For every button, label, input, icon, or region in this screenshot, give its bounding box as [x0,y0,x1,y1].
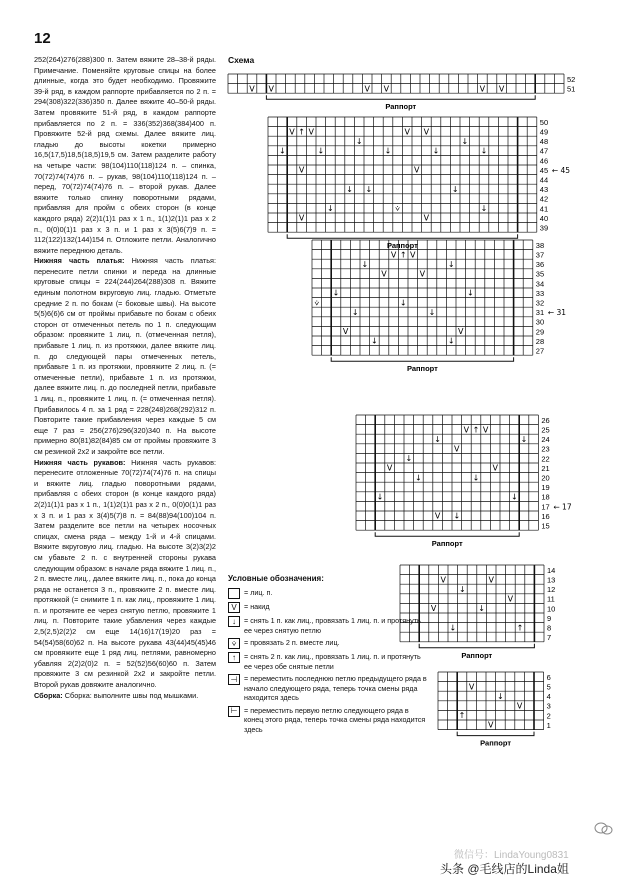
stitch-symbol: ⩒ [314,298,320,308]
row-change-marker: ← 17 [553,502,572,512]
stitch-symbol: ↓ [449,623,457,633]
row-change-marker: ← 45 [551,165,571,175]
legend-symbol-icon: ⩒ [228,638,240,649]
row-number: 17 [541,502,550,512]
row-number: 10 [547,604,556,614]
stitch-symbol: V [492,463,498,473]
row-change-marker: ← 31 [547,308,567,318]
stitch-symbol: V [463,425,470,435]
chart-grid [356,415,578,552]
stitch-symbol: V [423,127,430,137]
row-number: 28 [535,336,545,346]
legend-symbol-icon: ⊢ [228,706,240,717]
stitch-symbol: V [298,165,305,175]
row-number: 36 [535,260,545,270]
stitch-symbol: ↓ [478,604,485,614]
rapport-label: Раппорт [406,364,438,374]
stitch-symbol: V [410,250,416,260]
rapport-bracket [266,95,535,99]
row-number: 21 [541,463,550,473]
row-number: 38 [535,240,545,250]
stitch-symbol: V [434,511,441,521]
stitch-symbol: ↓ [467,288,474,298]
heading-sleeves: Нижняя часть рукавов: [34,457,126,467]
row-number: 30 [535,317,545,327]
rapport-bracket [419,644,534,648]
row-number: 50 [539,117,549,127]
row-number: 34 [535,279,545,289]
heading-dress-lower: Нижняя часть платья: [34,256,125,266]
stitch-symbol: V [308,127,314,137]
stitch-symbol: V [488,575,494,585]
page-number: 12 [34,30,51,47]
chart-grid [228,74,604,115]
row-number: 42 [539,194,549,204]
stitch-symbol: V [298,213,305,223]
legend-text: = переместить последнюю петлю предыдущего ряда в начало следующего ряда, теперь точка смены ряда находится здесь [244,674,427,702]
legend-item [228,616,428,635]
stitch-symbol: ↑ [458,711,466,721]
stitch-symbol: ↓ [327,204,334,214]
stitch-symbol: ↓ [520,434,528,444]
row-number: 1 [546,720,551,730]
row-number: 20 [541,473,550,483]
row-number: 39 [539,223,549,233]
stitch-symbol: V [423,213,430,223]
stitch-symbol: ↓ [432,146,440,156]
stitch-symbol: V [386,463,393,473]
legend-text: = накид [244,602,270,611]
row-number: 7 [547,633,552,643]
stitch-symbol: V [430,604,437,614]
stitch-symbol: ↓ [355,136,363,146]
legend-item [228,652,428,671]
legend-text: = провязать 2 п. вместе лиц. [244,638,340,647]
rapport-label: Раппорт [461,650,493,660]
chart-rows-38-27 [312,240,573,377]
stitch-symbol: V [381,269,387,279]
stitch-symbol: V [419,269,426,279]
stitch-symbol: V [482,425,489,435]
stitch-symbol: ⩒ [395,204,401,214]
legend-text: = снять 1 п. как лиц., провязать 1 лиц. п. и протянуть ее через снятую петлю [244,616,421,635]
stitch-symbol: V [488,720,494,730]
legend-item [228,706,428,735]
legend-item [228,602,428,613]
stitch-symbol: V [454,444,460,454]
stitch-symbol: ↓ [428,307,436,317]
chart-rows-50-39 [268,117,577,254]
paragraph-dress-lower [34,256,216,457]
legend-item [228,674,428,703]
row-number: 52 [567,74,576,84]
row-number: 16 [541,511,550,521]
row-number: 8 [547,623,552,633]
row-number: 18 [541,492,550,502]
rapport-bracket [457,732,534,736]
stitch-symbol: ↓ [371,336,378,346]
stitch-symbol: ↓ [376,492,384,502]
stitch-symbol: V [268,84,274,94]
stitch-symbol: ↓ [332,288,340,298]
rapport-label: Раппорт [480,738,512,748]
paragraph-yoke: 252(264)276(288)300 п. Затем вяжите 28–38-й ряды. Примечание. Поменяйте круговые спицы на более длинные, когда это будет необходимо. Провяжите 39-й ряд, в каждом раппорте прибавляется по 2 п. = 294(308)322(336)350 п. Далее вяжите 40–50-й ряды. Затем провяжите 51-й ряд, в каждом раппорте прибавляется по 2 п. = 336(352)368(384)400 п. Провяжите 52-й ряд схемы. Далее вяжите лиц. гладью до высоты кокетки примерно 16,5(17,5)18,5(18,5)19,5 см. Затем разделите работу на четыре части: 98(104)110(118)124 п. – спинка, 70(72)74(74)76 п. – рукав, 98(104)110(118)124 п. – перед, 70(72)74(74)76 п. – второй рукав. Далее вяжите только спинку поворотными рядами, прибавляя для пройм с обеих сторон (в конце каждого ряда) 2(2)1(1)1 раз x 1 п., 1(1)2(1)1 раз x 2 п., 0(0)0(1)1 раз x 3 п. и 1 раз x 3(5)6(7)9 п. = 112(122)132(144)154 п. Отложите петли. Аналогично вяжите переднюю деталь. [34,55,216,255]
stitch-symbol: ↓ [451,184,459,194]
row-number: 43 [539,185,549,195]
row-number: 29 [535,327,545,337]
row-number: 6 [546,672,551,682]
rapport-label: Раппорт [431,539,463,549]
paragraph-sleeves [34,458,216,691]
row-number: 41 [539,204,549,214]
stitch-symbol: ↓ [317,146,325,156]
stitch-symbol: ↓ [361,259,369,269]
legend-item [228,588,428,599]
row-number: 33 [535,288,545,298]
stitch-symbol: ↑ [516,623,524,633]
stitch-symbol: ↓ [434,434,441,444]
stitch-symbol: V [383,84,390,94]
legend-symbol-icon: ↑ [228,652,240,663]
row-number: 49 [539,127,549,137]
legend [228,588,428,737]
stitch-symbol: V [468,682,475,692]
row-number: 23 [541,444,550,454]
chart-grid [438,672,584,752]
stitch-symbol: ↓ [447,259,455,269]
stitch-symbol: ↓ [472,473,480,483]
stitch-symbol: ↑ [472,425,480,435]
row-number: 2 [546,711,551,721]
legend-title: Условные обозначения: [228,574,324,583]
rapport-bracket [375,532,519,536]
paragraph-assembly-text: Сборка: выполните швы под мышками. [64,690,199,700]
stitch-symbol: V [342,327,349,337]
stitch-symbol: V [289,127,295,137]
rapport-bracket [331,357,513,361]
chart-grid [268,117,577,254]
row-number: 47 [539,146,549,156]
stitch-symbol: V [458,327,464,337]
stitch-symbol: ↓ [453,511,461,521]
stitch-symbol: V [440,575,446,585]
stitch-symbol: ↓ [279,146,286,156]
stitch-symbol: V [498,84,505,94]
rapport-label: Раппорт [385,102,417,112]
stitch-symbol: V [390,250,397,260]
legend-text: = переместить первую петлю следующего ряда в конец этого ряда, теперь точка смены ряда находится здесь [244,705,426,734]
row-number: 5 [546,682,551,692]
stitch-symbol: ↓ [511,492,518,502]
row-number: 31 [535,308,545,318]
row-number: 51 [567,84,576,94]
row-number: 35 [535,269,545,279]
stitch-symbol: ↓ [399,298,407,308]
legend-symbol-icon: ↓ [228,616,240,627]
stitch-symbol: ↓ [497,691,504,701]
stitch-symbol: V [404,127,410,137]
rapport-bracket [287,234,517,238]
legend-symbol-icon: V [228,602,240,613]
watermark [440,850,569,877]
heading-assembly: Сборка: [34,690,63,700]
stitch-symbol: ↓ [351,307,359,317]
stitch-symbol: ↓ [447,336,455,346]
stitch-symbol: ↓ [461,136,469,146]
row-number: 22 [541,454,550,464]
stitch-symbol: V [516,701,523,711]
stitch-symbol: ↓ [384,146,392,156]
stitch-symbol: ↓ [405,454,413,464]
stitch-symbol: ↓ [480,204,488,214]
row-number: 25 [541,425,550,435]
stitch-symbol: ↓ [415,473,422,483]
instructions-column [34,55,216,701]
paragraph-assembly [34,691,216,702]
row-number: 32 [535,298,545,308]
stitch-symbol: V [507,594,514,604]
row-number: 27 [535,346,545,356]
stitch-symbol: V [414,165,420,175]
chart-rows-52-51 [228,74,604,115]
row-number: 46 [539,156,549,166]
wechat-icon [594,822,614,836]
row-number: 48 [539,137,549,147]
rapport-label: Раппорт [386,241,418,251]
chart-rows-6-1 [438,672,584,752]
row-number: 26 [541,415,550,425]
legend-symbol-icon [228,588,240,599]
stitch-symbol: V [479,84,486,94]
watermark-faint: 微信号：LindaYoung0831 [454,850,569,861]
paragraph-sleeves-text: Нижняя часть рукавов: перенесите отложенные 70(72)74(74)76 п. на спицы и вяжите лиц. гладью поворотными рядами, прибавляя с обеих сторон (в конце каждого ряда) 2(2)1(1)1 раз x 1 п., 1(1)2(1)1 раз x 2 п., 0(0)0(1)1 раз x 3 п. и 1 раз x 3(4)5(7)8 п. = 84(88)94(100)104 п. Затем разделите все петли на четырех носочных спицах, смена ряда – между 1-й и 4-й спицами. Вяжите вкруговую лиц. гладью. На высоте 3(2)3(2)2 см убавьте 2 п. с внутренней стороны рукава следующим образом: в начале ряда вяжите 1 лиц. п., 2 п. вместе лиц., далее вяжите лиц. п., пока до конца ряда не останется 3 п., провяжите 2 п. вместе лиц. протяжкой (= снимите 1 п. как лиц., провяжите 1 лиц. п. и протяните ее через снятую петлю, провяжите 1 лиц. п. Повторите такие убавления через каждые 2,5(2,5)2(2)2 см еще 14(16)17(19)20 раз = 54(54)58(60)62 п. На высоте рукава 43(44)45(45)46 см провяжите еще 1 ряд лиц. петлями, равномерно убавляя 2(2)2(0)2 п. = 52(52)56(60)60 п. Затем провяжите 3 см резинкой 2x2 и закройте петли. Второй рукав довяжите аналогично. [34,457,216,690]
row-number: 37 [535,250,545,260]
legend-text: = лиц. п. [244,588,273,597]
row-number: 44 [539,175,549,185]
row-number: 45 [539,165,549,175]
chart-rows-26-15 [356,415,578,552]
legend-item [228,638,428,649]
stitch-symbol: ↓ [459,584,466,594]
row-number: 12 [547,585,556,595]
row-number: 13 [547,575,556,585]
row-number: 40 [539,213,549,223]
legend-text: = снять 2 п. как лиц., провязать 1 лиц. п. и протянуть ее через обе снятые петли [244,652,421,671]
stitch-symbol: ↓ [365,184,373,194]
stitch-symbol: V [364,84,370,94]
stitch-symbol: ↑ [298,127,305,137]
row-number: 4 [546,692,551,702]
stitch-symbol: ↑ [399,250,407,260]
row-number: 9 [547,613,552,623]
paragraph-dress-lower-text: Нижняя часть платья: перенесите петли спинки и переда на длинные круговые спицы = 224(244)264(288)308 п. Вяжите единым полотном вкруговую лиц. гладью. Отметьте средние 2 п. по бокам (= боковые швы). На высоте 5(5)6(6)6 см от проймы прибавьте по бокам с обеих сторон от отмеченных петель по 1 п. следующим образом: провяжите 1 лиц. п. (отмеченная петля), прибавьте 1 лиц. п. из протяжки, далее вяжите лиц. п. до следующей пары отмеченных петель, прибавьте 1 п. из протяжки, провяжите 2 лиц. п. (= отмеченные петли), прибавьте 1 п. из протяжки, далее вяжите лиц. п. до последней петли, прибавьте 1 лиц. п., провяжите 1 лиц. п. (= отмеченная петля). Прибавилось 4 п. за 1 ряд = 228(248)268(292)312 п. Повторите такие прибавления через каждые 5 см еще 7 раз = 256(276)296(320)340 п. На высоте примерно 80(81)82(84)85 см от проймы провяжите 3 см резинкой 2x2 и закройте все петли. [34,256,216,456]
legend-symbol-icon: ⊣ [228,674,240,685]
row-number: 14 [547,565,556,575]
stitch-symbol: ↓ [346,184,353,194]
row-number: 15 [541,521,550,531]
schema-title: Схема [228,55,255,65]
stitch-symbol: V [249,84,255,94]
row-number: 19 [541,483,550,493]
stitch-symbol: ↓ [480,146,488,156]
row-number: 3 [546,701,551,711]
chart-grid [312,240,573,377]
row-number: 11 [547,594,555,604]
watermark-text: 头条 @毛线店的Linda姐 [440,862,569,876]
row-number: 24 [541,435,550,445]
